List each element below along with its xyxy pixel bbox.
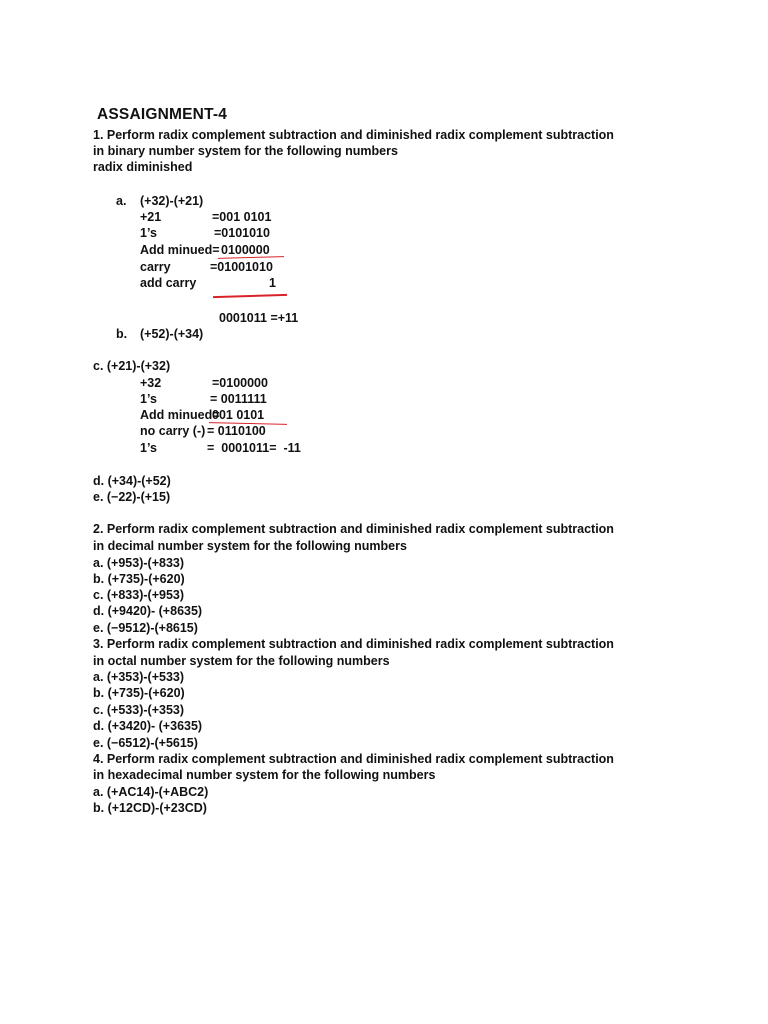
q1-line-1: 1. Perform radix complement subtraction and diminished radix complement subtraction — [93, 128, 614, 142]
q2-item: a. (+953)-(+833) — [93, 556, 185, 570]
q2-line-1: 2. Perform radix complement subtraction and diminished radix complement subtraction — [93, 522, 614, 536]
q1c-row-2-right: = 0011111 — [210, 392, 267, 406]
q1b-expression: (+52)-(+34) — [140, 327, 204, 341]
q2-item: b. (+735)-(+620) — [93, 572, 185, 586]
q3-item: d. (+3420)- (+3635) — [93, 719, 203, 733]
q1c-row-4-left: no carry (-) — [140, 424, 206, 438]
q1c-row-5-right: = 0001011= -11 — [207, 441, 301, 455]
q1a-row-4-left: carry — [140, 260, 171, 274]
q1c-row-1-right: =0100000 — [212, 376, 268, 390]
q1b-label: b. — [116, 327, 128, 341]
q4-line-2: in hexadecimal number system for the following numbers — [93, 768, 436, 782]
q2-item: d. (+9420)- (+8635) — [93, 604, 203, 618]
q1c-label: c. (+21)-(+32) — [93, 359, 171, 373]
q1c-row-2-left: 1’s — [140, 392, 157, 406]
q1a-row-2-right: =0101010 — [214, 226, 270, 240]
q1c-row-3-left: Add minued= — [140, 408, 220, 422]
q1a-expression: (+32)-(+21) — [140, 194, 204, 208]
q4-line-1: 4. Perform radix complement subtraction and diminished radix complement subtraction — [93, 752, 614, 766]
q2-line-2: in decimal number system for the following numbers — [93, 539, 407, 553]
q1a-row-5-right: 1 — [269, 276, 276, 290]
q3-item: a. (+353)-(+533) — [93, 670, 185, 684]
q1a-row-1-right: =001 0101 — [212, 210, 272, 224]
q1a-row-1-left: +21 — [140, 210, 162, 224]
q1a-row-2-left: 1’s — [140, 226, 157, 240]
red-sum-line — [213, 294, 287, 298]
q3-line-1: 3. Perform radix complement subtraction and diminished radix complement subtraction — [93, 637, 614, 651]
q1a-row-4-right: =01001010 — [210, 260, 273, 274]
q1a-row-5-left: add carry — [140, 276, 197, 290]
q3-line-2: in octal number system for the following numbers — [93, 654, 390, 668]
q2-item: c. (+833)-(+953) — [93, 588, 185, 602]
q1a-row-3-right: 0100000 — [221, 243, 270, 257]
q4-item: b. (+12CD)-(+23CD) — [93, 801, 207, 815]
q1d-item: d. (+34)-(+52) — [93, 474, 171, 488]
q1a-row-3-left: Add minued= — [140, 243, 220, 257]
q1a-result: 0001011 =+11 — [219, 311, 299, 325]
q1c-row-4-right: = 0110100 — [207, 424, 266, 438]
q3-item: b. (+735)-(+620) — [93, 686, 185, 700]
q3-item: e. (−6512)-(+5615) — [93, 736, 198, 750]
q4-item: a. (+AC14)-(+ABC2) — [93, 785, 209, 799]
q1c-row-1-left: +32 — [140, 376, 162, 390]
q1e-item: e. (−22)-(+15) — [93, 490, 171, 504]
q1-line-2: in binary number system for the following numbers — [93, 144, 398, 158]
q1a-label: a. — [116, 194, 127, 208]
page-title: ASSAIGNMENT-4 — [97, 106, 228, 123]
q1-line-3: radix diminished — [93, 160, 193, 174]
q1c-row-3-right: 001 0101 — [212, 408, 265, 422]
q3-item: c. (+533)-(+353) — [93, 703, 185, 717]
q1c-row-5-left: 1’s — [140, 441, 157, 455]
q2-item: e. (−9512)-(+8615) — [93, 621, 198, 635]
